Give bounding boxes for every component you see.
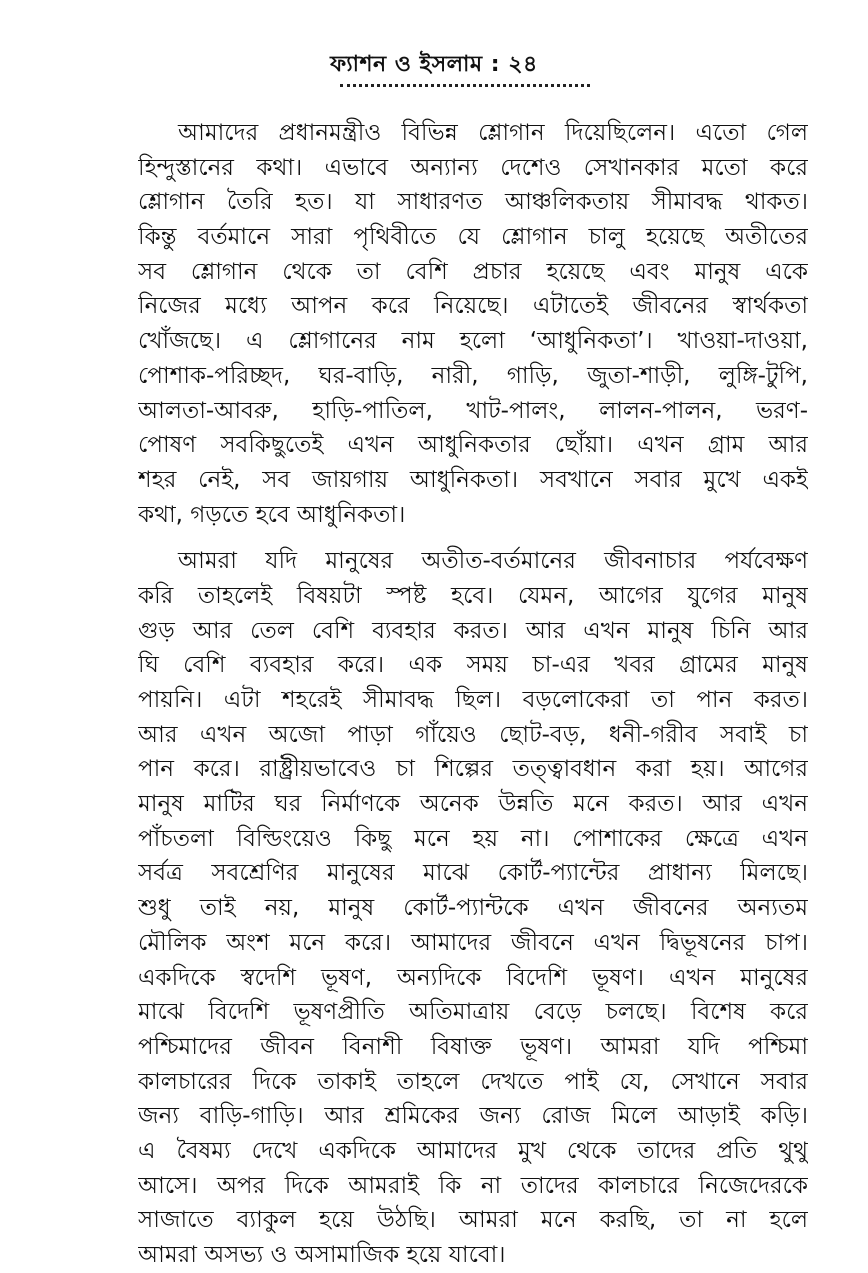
text-line: নিজের মধ্যে আপন করে নিয়েছে। এটাতেই জীবনের স্বার্থকতা: [138, 293, 808, 320]
header-title: ফ্যাশন ও ইসলাম : ২৪: [330, 52, 538, 77]
text-line: করি তাহলেই বিষয়টা স্পষ্ট হবে। যেমন, আগের যুগের মানুষ: [138, 582, 808, 609]
running-header: [0, 50, 868, 80]
text-line: পান করে। রাষ্ট্রীয়ভাবেও চা শিল্পের তত্ত্বাবধান করা হয়। আগের: [138, 756, 808, 783]
paragraph-1: [138, 116, 808, 532]
text-line: পোশাক-পরিচ্ছদ, ঘর-বাড়ি, নারী, গাড়ি, জুতা-শাড়ী, লুঙ্গি-টুপি,: [138, 362, 808, 389]
text-line: কিন্তু বর্তমানে সারা পৃথিবীতে যে শ্লোগান চালু হয়েছে অতীতের: [138, 224, 808, 251]
text-line: শুধু তাই নয়, মানুষ কোর্ট-প্যান্টকে এখন জীবনের অন্যতম: [138, 895, 808, 922]
text-line: ঘি বেশি ব্যবহার করে। এক সময় চা-এর খবর গ্রামের মানুষ: [138, 652, 808, 679]
text-line: পাঁচতলা বিল্ডিংয়েও কিছু মনে হয় না। পোশাকের ক্ষেত্রে এখন: [138, 825, 808, 852]
text-line: সর্বত্র সবশ্রেণির মানুষের মাঝে কোর্ট-প্যান্টের প্রাধান্য মিলছে।: [138, 860, 808, 887]
text-line: আলতা-আবরু, হাড়ি-পাতিল, খাট-পালং, লালন-পালন, ভরণ-: [138, 397, 808, 424]
paragraph-2: [138, 544, 808, 1272]
text-line: পোষণ সবকিছুতেই এখন আধুনিকতার ছোঁয়া। এখন গ্রাম আর: [138, 432, 808, 459]
text-line: আসে। অপর দিকে আমরাই কি না তাদের কালচারে নিজেদেরকে: [138, 1172, 808, 1199]
text-line: আর এখন অজো পাড়া গাঁয়েও ছোট-বড়, ধনী-গরীব সবাই চা: [138, 721, 808, 748]
text-line: আমরা অসভ্য ও অসামাজিক হয়ে যাবো।: [138, 1242, 506, 1268]
page-body: [138, 116, 808, 1273]
text-line: একদিকে স্বদেশি ভূষণ, অন্যদিকে বিদেশি ভূষণ। এখন মানুষের: [138, 964, 808, 991]
header-dotted-rule: [340, 84, 590, 87]
text-line: খোঁজছে। এ শ্লোগানের নাম হলো ‘আধুনিকতা’। খাওয়া-দাওয়া,: [138, 328, 808, 355]
text-line: মানুষ মাটির ঘর নির্মাণকে অনেক উন্নতি মনে করত। আর এখন: [138, 791, 808, 818]
text-line: পায়নি। এটা শহরেই সীমাবদ্ধ ছিল। বড়লোকেরা তা পান করত।: [138, 687, 808, 713]
text-line: সব শ্লোগান থেকে তা বেশি প্রচার হয়েছে এবং মানুষ একে: [138, 258, 808, 285]
text-line: মাঝে বিদেশি ভূষণপ্রীতি অতিমাত্রায় বেড়ে চলছে। বিশেষ করে: [138, 999, 808, 1026]
text-line: কথা, গড়তে হবে আধুনিকতা।: [138, 501, 406, 528]
text-line: আমাদের প্রধানমন্ত্রীও বিভিন্ন শ্লোগান দিয়েছিলেন। এতো গেল: [178, 120, 808, 146]
text-line: আমরা যদি মানুষের অতীত-বর্তমানের জীবনাচার পর্যবেক্ষণ: [178, 548, 808, 575]
text-line: হিন্দুস্তানের কথা। এভাবে অন্যান্য দেশেও সেখানকার মতো করে: [138, 154, 808, 181]
text-line: জন্য বাড়ি-গাড়ি। আর শ্রমিকের জন্য রোজ মিলে আড়াই কড়ি।: [138, 1103, 808, 1130]
text-line: এ বৈষম্য দেখে একদিকে আমাদের মুখ থেকে তাদের প্রতি থুথু: [138, 1137, 808, 1164]
text-line: কালচারের দিকে তাকাই তাহলে দেখতে পাই যে, সেখানে সবার: [138, 1068, 808, 1095]
text-line: পশ্চিমাদের জীবন বিনাশী বিষাক্ত ভূষণ। আমরা যদি পশ্চিমা: [138, 1033, 808, 1060]
text-line: সাজাতে ব্যাকুল হয়ে উঠছি। আমরা মনে করছি, তা না হলে: [138, 1207, 808, 1234]
text-line: শহর নেই, সব জায়গায় আধুনিকতা। সবখানে সবার মুখে একই: [138, 466, 808, 493]
text-line: গুড় আর তেল বেশি ব্যবহার করত। আর এখন মানুষ চিনি আর: [138, 617, 808, 644]
text-line: শ্লোগান তৈরি হত। যা সাধারণত আঞ্চলিকতায় সীমাবদ্ধ থাকত।: [138, 189, 808, 216]
text-line: মৌলিক অংশ মনে করে। আমাদের জীবনে এখন দ্বিভূষনের চাপ।: [138, 929, 808, 956]
